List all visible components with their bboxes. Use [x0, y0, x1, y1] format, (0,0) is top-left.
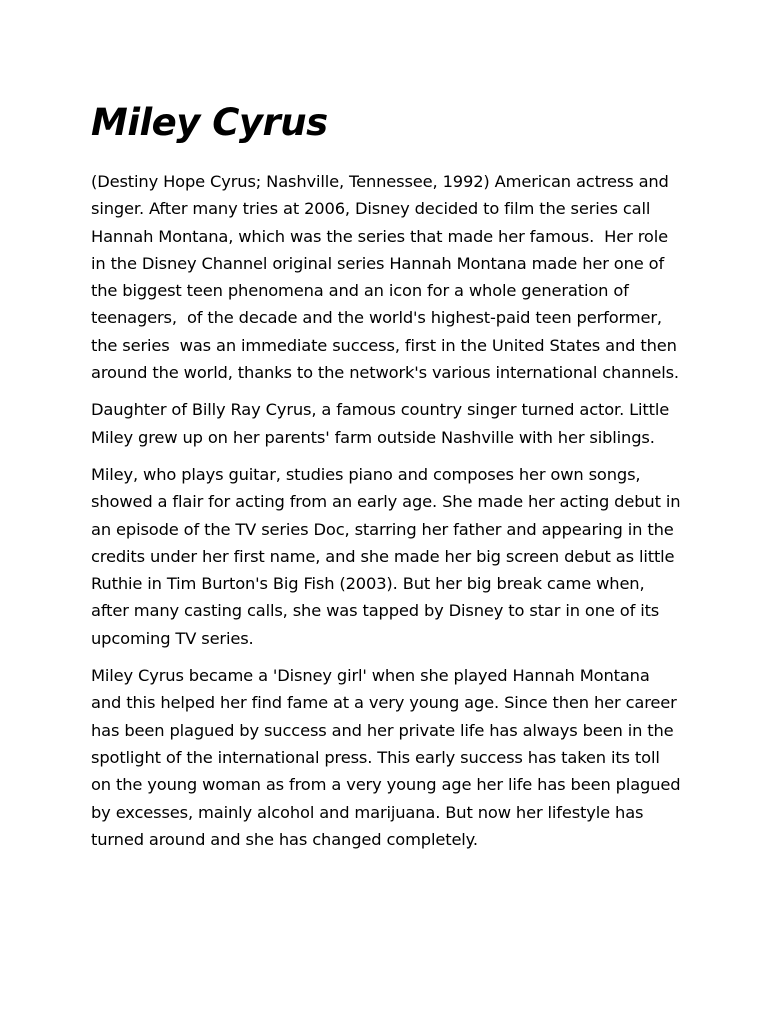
paragraph-disney-fame: Miley Cyrus became a 'Disney girl' when she played Hannah Montana and this helped her find fame at a very young age. Since then her career has been plagued by success and her private life has always been in the spotlight of the international press. This early success has taken its toll on the young woman as from a very young age her life has been plagued by excesses, mainly alcohol and marijuana. But now her lifestyle has turned around and she has changed completely.	[91, 666, 686, 849]
paragraph-family: Daughter of Billy Ray Cyrus, a famous country singer turned actor. Little Miley grew up on her parents' farm outside Nashville with her siblings.	[91, 400, 675, 447]
paragraph-intro: (Destiny Hope Cyrus; Nashville, Tennessee, 1992) American actress and singer. After many tries at 2006, Disney decided to film the series call Hannah Montana, which was the series that made her famous. Her role in the Disney Channel original series Hannah Montana made her one of the biggest teen phenomena and an icon for a whole generation of teenagers, of the decade and the world's highest-paid teen performer, the series was an immediate success, first in the United States and then around the world, thanks to the network's various international channels.	[91, 172, 682, 383]
document-title: Miley Cyrus	[91, 101, 328, 144]
paragraph-early-career: Miley, who plays guitar, studies piano and composes her own songs, showed a flair for acting from an early age. She made her acting debut in an episode of the TV series Doc, starring her father and appearing in the credits under her first name, and she made her big screen debut as little Ruthie in Tim Burton's Big Fish (2003). But her big break came when, after many casting calls, she was tapped by Disney to star in one of its upcoming TV series.	[91, 464, 686, 648]
